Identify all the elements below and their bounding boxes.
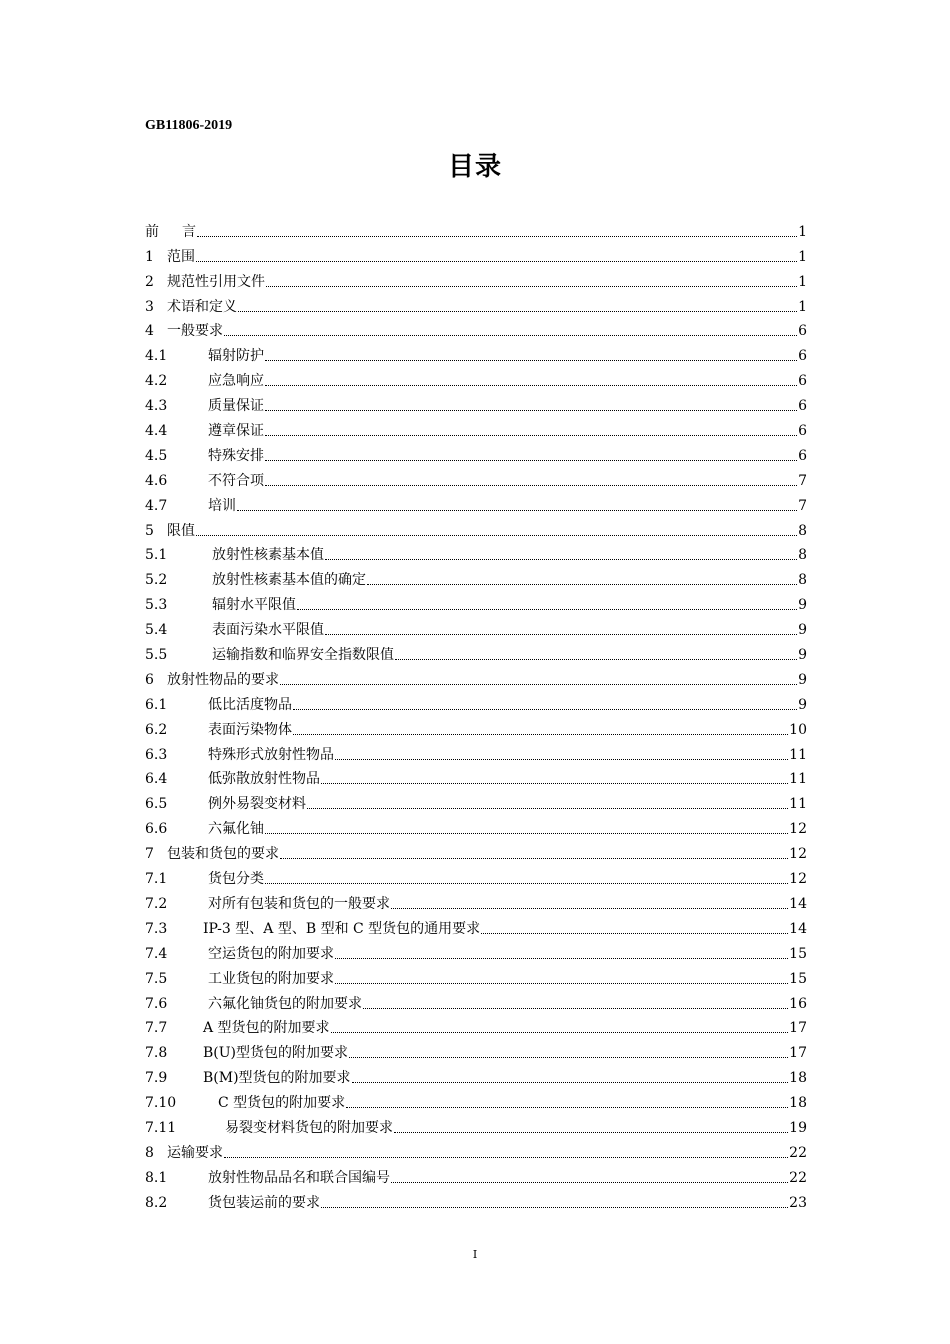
toc-entry-label: 特殊形式放射性物品 xyxy=(208,746,334,763)
toc-entry-number: 7 xyxy=(145,846,154,863)
toc-entry-label: 应急响应 xyxy=(208,373,264,390)
toc-entry[interactable] xyxy=(145,938,807,963)
toc-entry[interactable] xyxy=(145,540,807,565)
toc-entry[interactable] xyxy=(145,316,807,341)
toc-entry-label: 运输要求 xyxy=(167,1144,223,1161)
toc-entry[interactable] xyxy=(145,465,807,490)
toc-entry[interactable] xyxy=(145,639,807,664)
toc-entry-label: 一般要求 xyxy=(167,323,223,340)
toc-entry-number: 7.5 xyxy=(145,970,168,987)
toc-entry[interactable] xyxy=(145,490,807,515)
toc-entry-page: 7 xyxy=(798,472,807,489)
toc-entry[interactable] xyxy=(145,515,807,540)
toc-entry-number: 4.4 xyxy=(145,423,168,440)
table-of-contents xyxy=(145,216,807,1212)
toc-entry-label: 范围 xyxy=(167,248,195,265)
toc-dot-leader xyxy=(307,808,788,809)
toc-entry[interactable] xyxy=(145,241,807,266)
toc-entry-number: 4 xyxy=(145,323,154,340)
toc-entry[interactable] xyxy=(145,390,807,415)
toc-entry-label: 限值 xyxy=(167,522,195,539)
toc-entry[interactable] xyxy=(145,291,807,316)
toc-entry-label: 空运货包的附加要求 xyxy=(208,945,334,962)
toc-entry-number: 4.7 xyxy=(145,497,168,514)
toc-entry-label: 工业货包的附加要求 xyxy=(208,970,334,987)
toc-entry-label: A 型货包的附加要求 xyxy=(203,1020,330,1037)
toc-entry-page: 16 xyxy=(789,995,807,1012)
toc-entry-number: 前 xyxy=(145,223,159,240)
toc-dot-leader xyxy=(321,783,788,784)
toc-entry-label: 货包装运前的要求 xyxy=(208,1194,320,1211)
toc-dot-leader xyxy=(391,1182,788,1183)
toc-entry-label: 术语和定义 xyxy=(167,298,237,315)
toc-entry[interactable] xyxy=(145,1087,807,1112)
toc-entry-page: 6 xyxy=(798,348,807,365)
toc-entry-page: 8 xyxy=(798,547,807,564)
toc-entry-label: 辐射防护 xyxy=(208,348,264,365)
toc-entry-number: 7.10 xyxy=(145,1095,177,1112)
toc-entry-page: 22 xyxy=(789,1144,807,1161)
toc-entry-page: 6 xyxy=(798,447,807,464)
toc-entry[interactable] xyxy=(145,1112,807,1137)
toc-dot-leader xyxy=(196,261,797,262)
toc-entry-page: 14 xyxy=(789,920,807,937)
toc-entry-number: 5.4 xyxy=(145,622,168,639)
toc-dot-leader xyxy=(325,634,797,635)
toc-dot-leader xyxy=(367,584,797,585)
toc-dot-leader xyxy=(335,983,788,984)
toc-entry-label: B(U)型货包的附加要求 xyxy=(203,1045,349,1062)
toc-entry[interactable] xyxy=(145,340,807,365)
page-number: I xyxy=(472,1248,478,1261)
toc-dot-leader xyxy=(265,410,797,411)
toc-entry[interactable] xyxy=(145,739,807,764)
toc-dot-leader xyxy=(349,1057,788,1058)
toc-entry-number: 3 xyxy=(145,298,154,315)
toc-entry-number: 5.1 xyxy=(145,547,168,564)
toc-entry-label: 运输指数和临界安全指数限值 xyxy=(212,647,394,664)
toc-entry-label: 不符合项 xyxy=(208,472,264,489)
toc-entry-label: 放射性物品品名和联合国编号 xyxy=(208,1169,390,1186)
toc-entry-label: 对所有包装和货包的一般要求 xyxy=(208,895,390,912)
toc-dot-leader xyxy=(224,335,797,336)
toc-dot-leader xyxy=(197,236,797,237)
toc-entry-number: 5.2 xyxy=(145,572,168,589)
toc-entry-label: 放射性物品的要求 xyxy=(167,671,279,688)
toc-dot-leader xyxy=(265,883,788,884)
toc-dot-leader xyxy=(335,759,788,760)
toc-entry-label: IP-3 型、A 型、B 型和 C 型货包的通用要求 xyxy=(203,920,481,937)
toc-dot-leader xyxy=(196,535,797,536)
toc-dot-leader xyxy=(238,311,797,312)
toc-entry-page: 9 xyxy=(798,696,807,713)
toc-dot-leader xyxy=(237,510,797,511)
toc-entry-number: 6.2 xyxy=(145,721,168,738)
toc-entry-number: 4.3 xyxy=(145,398,168,415)
toc-entry[interactable] xyxy=(145,614,807,639)
toc-entry-number: 1 xyxy=(145,248,154,265)
document-code: GB11806-2019 xyxy=(145,118,233,133)
toc-entry-page: 11 xyxy=(789,796,807,813)
toc-dot-leader xyxy=(391,908,788,909)
toc-entry-label: 包装和货包的要求 xyxy=(167,846,279,863)
toc-entry-page: 15 xyxy=(789,945,807,962)
toc-dot-leader xyxy=(280,684,797,685)
toc-entry[interactable] xyxy=(145,216,807,241)
toc-entry[interactable] xyxy=(145,764,807,789)
toc-entry-page: 12 xyxy=(789,871,807,888)
toc-entry[interactable] xyxy=(145,963,807,988)
toc-entry[interactable] xyxy=(145,888,807,913)
toc-entry-number: 7.8 xyxy=(145,1045,168,1062)
toc-entry-page: 17 xyxy=(789,1020,807,1037)
toc-entry-label: B(M)型货包的附加要求 xyxy=(203,1070,351,1087)
toc-entry-page: 19 xyxy=(789,1119,807,1136)
toc-entry[interactable] xyxy=(145,714,807,739)
toc-entry-label: 表面污染水平限值 xyxy=(212,622,324,639)
toc-entry[interactable] xyxy=(145,266,807,291)
toc-entry[interactable] xyxy=(145,863,807,888)
toc-entry-number: 7.7 xyxy=(145,1020,168,1037)
toc-dot-leader xyxy=(335,958,788,959)
toc-entry-page: 18 xyxy=(789,1070,807,1087)
toc-entry[interactable] xyxy=(145,1013,807,1038)
toc-entry-number: 6.3 xyxy=(145,746,168,763)
toc-entry-page: 9 xyxy=(798,622,807,639)
toc-entry-number: 7.4 xyxy=(145,945,168,962)
toc-entry[interactable] xyxy=(145,1187,807,1212)
toc-entry[interactable] xyxy=(145,788,807,813)
toc-entry-number: 8 xyxy=(145,1144,154,1161)
toc-entry-number: 2 xyxy=(145,273,154,290)
toc-entry-label: 遵章保证 xyxy=(208,423,264,440)
toc-entry-label: 培训 xyxy=(208,497,236,514)
toc-entry-label: 低比活度物品 xyxy=(208,696,292,713)
toc-entry-page: 6 xyxy=(798,423,807,440)
toc-entry-number: 4.2 xyxy=(145,373,168,390)
toc-dot-leader xyxy=(321,1207,788,1208)
toc-dot-leader xyxy=(265,385,797,386)
toc-entry-page: 14 xyxy=(789,895,807,912)
toc-entry-number: 7.1 xyxy=(145,871,168,888)
toc-dot-leader xyxy=(280,858,788,859)
toc-entry-label: 货包分类 xyxy=(208,871,264,888)
toc-dot-leader xyxy=(394,1132,788,1133)
toc-entry-number: 4.6 xyxy=(145,472,168,489)
toc-dot-leader xyxy=(224,1157,788,1158)
toc-entry-page: 17 xyxy=(789,1045,807,1062)
toc-entry[interactable] xyxy=(145,1062,807,1087)
toc-title: 目录 xyxy=(447,152,502,182)
toc-entry-label: 六氟化铀 xyxy=(208,821,264,838)
toc-entry-page: 18 xyxy=(789,1095,807,1112)
toc-entry-number: 7.6 xyxy=(145,995,168,1012)
toc-entry-page: 6 xyxy=(798,398,807,415)
toc-dot-leader xyxy=(265,435,797,436)
toc-entry-label: 辐射水平限值 xyxy=(212,597,296,614)
toc-entry[interactable] xyxy=(145,589,807,614)
toc-entry[interactable] xyxy=(145,1137,807,1162)
toc-entry-page: 7 xyxy=(798,497,807,514)
toc-entry-label: 例外易裂变材料 xyxy=(208,796,306,813)
toc-dot-leader xyxy=(395,659,797,660)
toc-entry-number: 8.1 xyxy=(145,1169,168,1186)
toc-entry-number: 5 xyxy=(145,522,154,539)
toc-entry-page: 11 xyxy=(789,746,807,763)
toc-entry-number: 6.6 xyxy=(145,821,168,838)
toc-entry[interactable] xyxy=(145,564,807,589)
toc-entry-page: 6 xyxy=(798,323,807,340)
toc-entry-number: 6.5 xyxy=(145,796,168,813)
toc-entry-page: 9 xyxy=(798,597,807,614)
toc-entry-number: 5.3 xyxy=(145,597,168,614)
toc-entry-label: 言 xyxy=(182,223,196,240)
toc-entry-label: 规范性引用文件 xyxy=(167,273,265,290)
toc-entry-page: 12 xyxy=(789,821,807,838)
toc-entry-label: 易裂变材料货包的附加要求 xyxy=(225,1119,393,1136)
toc-entry-number: 7.11 xyxy=(145,1119,177,1136)
toc-dot-leader xyxy=(481,933,788,934)
toc-entry[interactable] xyxy=(145,988,807,1013)
toc-entry[interactable] xyxy=(145,689,807,714)
toc-dot-leader xyxy=(265,360,797,361)
toc-dot-leader xyxy=(265,833,788,834)
toc-entry-page: 1 xyxy=(798,298,807,315)
toc-dot-leader xyxy=(363,1008,788,1009)
toc-entry-page: 6 xyxy=(798,373,807,390)
toc-entry-page: 22 xyxy=(789,1169,807,1186)
toc-entry-label: 低弥散放射性物品 xyxy=(208,771,320,788)
toc-dot-leader xyxy=(352,1082,789,1083)
toc-entry-number: 7.2 xyxy=(145,895,168,912)
toc-dot-leader xyxy=(346,1107,788,1108)
toc-entry-label: 放射性核素基本值 xyxy=(212,547,324,564)
toc-entry-page: 12 xyxy=(789,846,807,863)
toc-entry-number: 4.5 xyxy=(145,447,168,464)
toc-entry-page: 10 xyxy=(789,721,807,738)
toc-entry-page: 1 xyxy=(798,223,807,240)
toc-entry-page: 8 xyxy=(798,572,807,589)
toc-entry-page: 8 xyxy=(798,522,807,539)
toc-entry-page: 9 xyxy=(798,647,807,664)
toc-entry-number: 5.5 xyxy=(145,647,168,664)
toc-dot-leader xyxy=(297,609,797,610)
toc-dot-leader xyxy=(265,460,797,461)
toc-entry-page: 1 xyxy=(798,248,807,265)
toc-entry[interactable] xyxy=(145,415,807,440)
toc-dot-leader xyxy=(265,485,797,486)
toc-entry-label: 质量保证 xyxy=(208,398,264,415)
toc-entry-page: 11 xyxy=(789,771,807,788)
toc-entry-label: 放射性核素基本值的确定 xyxy=(212,572,366,589)
toc-dot-leader xyxy=(293,709,797,710)
toc-entry-label: C 型货包的附加要求 xyxy=(218,1095,346,1112)
toc-entry-number: 4.1 xyxy=(145,348,168,365)
toc-entry-number: 6.1 xyxy=(145,696,168,713)
toc-dot-leader xyxy=(325,559,797,560)
toc-entry-label: 六氟化铀货包的附加要求 xyxy=(208,995,362,1012)
toc-entry-page: 1 xyxy=(798,273,807,290)
toc-entry[interactable] xyxy=(145,913,807,938)
toc-dot-leader xyxy=(266,286,797,287)
toc-entry[interactable] xyxy=(145,1162,807,1187)
toc-entry-number: 7.9 xyxy=(145,1070,168,1087)
toc-entry-page: 9 xyxy=(798,671,807,688)
toc-dot-leader xyxy=(331,1032,789,1033)
toc-entry[interactable] xyxy=(145,664,807,689)
toc-entry-label: 表面污染物体 xyxy=(208,721,292,738)
toc-dot-leader xyxy=(293,734,788,735)
toc-entry-number: 6.4 xyxy=(145,771,168,788)
toc-entry-page: 15 xyxy=(789,970,807,987)
toc-entry[interactable] xyxy=(145,813,807,838)
toc-entry-number: 6 xyxy=(145,671,154,688)
toc-entry[interactable] xyxy=(145,440,807,465)
toc-entry-page: 23 xyxy=(789,1194,807,1211)
toc-entry[interactable] xyxy=(145,365,807,390)
toc-entry-label: 特殊安排 xyxy=(208,447,264,464)
toc-entry-number: 8.2 xyxy=(145,1194,168,1211)
toc-entry-number: 7.3 xyxy=(145,920,168,937)
toc-entry[interactable] xyxy=(145,1037,807,1062)
toc-entry[interactable] xyxy=(145,838,807,863)
